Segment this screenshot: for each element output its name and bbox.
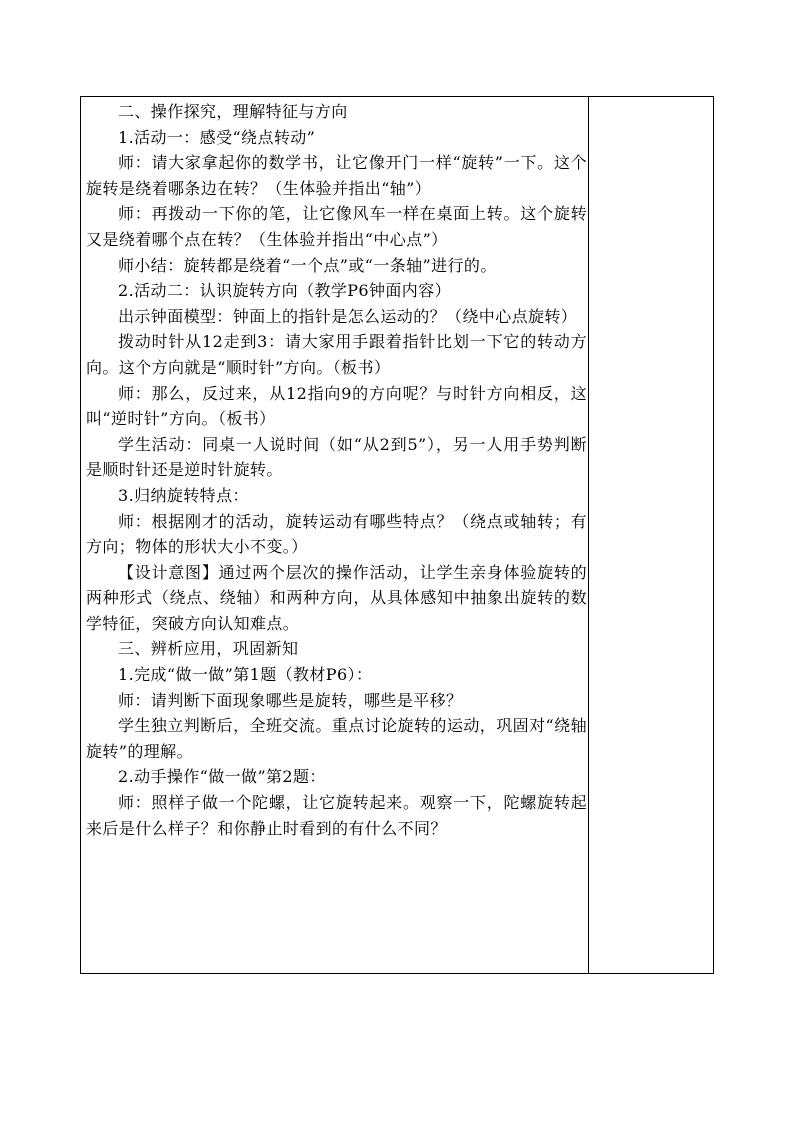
- paragraph: 【设计意图】通过两个层次的操作活动，让学生亲身体验旋转的两种形式（绕点、绕轴）和两种方向，从具体感知中抽象出旋转的数学特征，突破方向认知难点。: [86, 562, 587, 633]
- paragraph: 学生活动：同桌一人说时间（如“从2到5”），另一人用手势判断是顺时针还是逆时针旋转。: [86, 434, 587, 480]
- paragraph: 二、操作探究，理解特征与方向: [118, 102, 348, 121]
- paragraph: 师：请判断下面现象哪些是旋转，哪些是平移？: [118, 690, 463, 710]
- paragraph: 2.动手操作“做一做”第2题：: [118, 767, 326, 787]
- paragraph: 1.完成“做一做”第1题（教材P6）：: [118, 665, 373, 685]
- paragraph: 师：根据刚才的活动，旋转运动有哪些特点？（绕点或轴转；有方向；物体的形状大小不变。）: [86, 511, 587, 557]
- paragraph: 出示钟面模型：钟面上的指针是怎么运动的？（绕中心点旋转）: [118, 306, 578, 326]
- paragraph: 师：照样子做一个陀螺，让它旋转起来。观察一下，陀螺旋转起来后是什么样子？和你静止时看到的有什么不同？: [86, 793, 587, 838]
- paragraph: 师：请大家拿起你的数学书，让它像开门一样“旋转”一下。这个旋转是绕着哪条边在转？（生体验并指出“轴”）: [86, 153, 587, 198]
- lesson-content-cell: [81, 97, 589, 973]
- paragraph: 师：那么，反过来，从12指向9的方向呢？与时针方向相反，这叫“逆时针”方向。（板书）: [86, 383, 587, 429]
- paragraph: 1.活动一：感受“绕点转动”: [118, 127, 316, 147]
- paragraph: 师：再拨动一下你的笔，让它像风车一样在桌面上转。这个旋转又是绕着哪个点在转？（生体验并指出“中心点”）: [86, 204, 587, 249]
- notes-cell: [588, 97, 714, 973]
- paragraph: 学生独立判断后，全班交流。重点讨论旋转的运动，巩固对“绕轴旋转”的理解。: [86, 716, 587, 761]
- paragraph: 2.活动二：认识旋转方向（教学P6钟面内容）: [118, 281, 452, 301]
- paragraph: 拨动时针从12走到3：请大家用手跟着指针比划一下它的转动方向。这个方向就是“顺时针”方向。（板书）: [86, 332, 587, 377]
- lesson-table: [80, 96, 714, 974]
- paragraph: 三、辨析应用，巩固新知: [118, 639, 299, 659]
- paragraph: 师小结：旋转都是绕着“一个点”或“一条轴”进行的。: [118, 255, 497, 275]
- paragraph: 3.归纳旋转特点：: [118, 485, 249, 505]
